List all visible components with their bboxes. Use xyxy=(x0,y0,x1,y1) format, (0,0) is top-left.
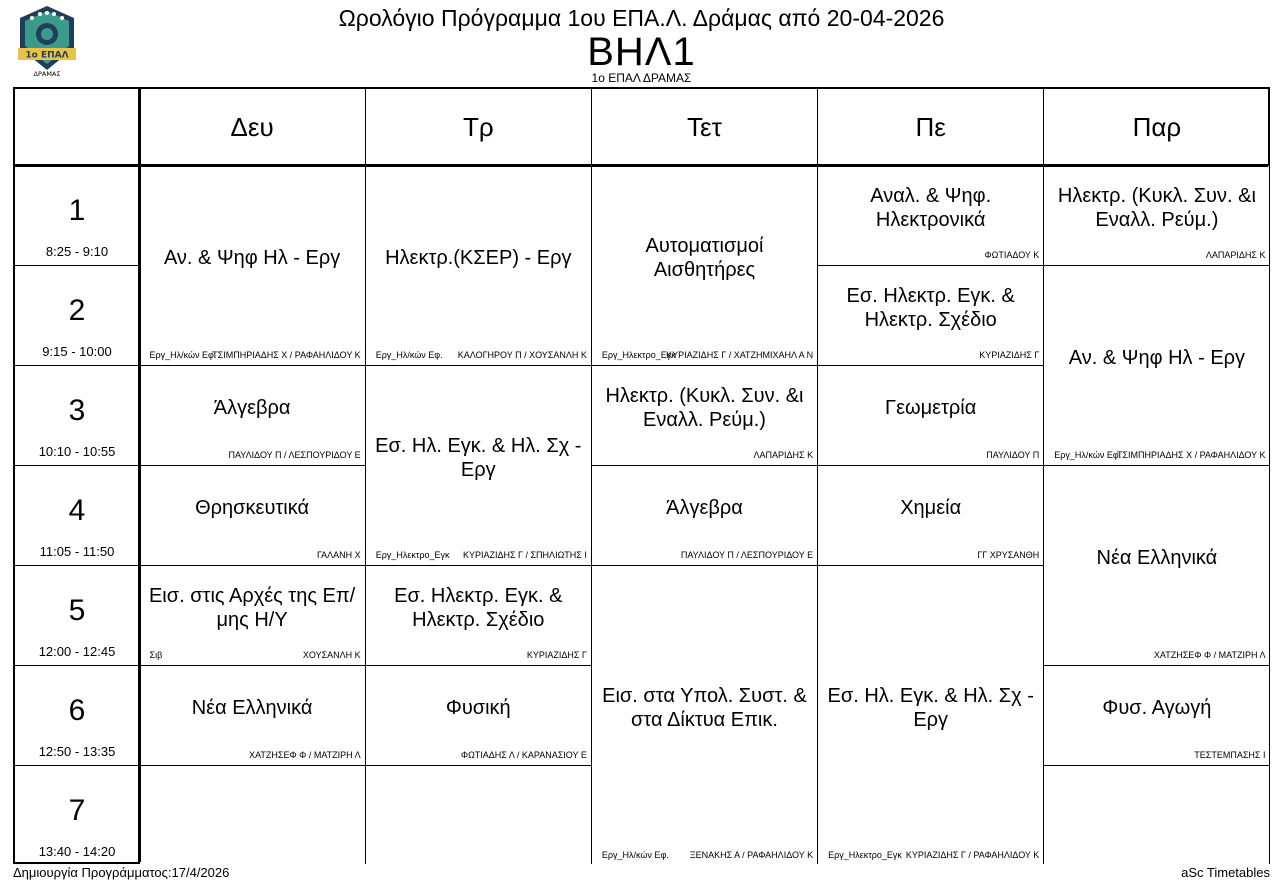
lesson-cell[interactable] xyxy=(140,166,365,365)
lesson-teacher: ΧΟΥΣΑΝΛΗ Κ xyxy=(302,649,361,660)
lesson-cell[interactable] xyxy=(818,366,1043,465)
lesson-subject: Άλγεβρα xyxy=(213,397,291,419)
period-number: 1 xyxy=(68,194,86,227)
lesson-teacher: ΚΥΡΙΑΖΙΔΗΣ Γ / ΣΠΗΛΙΩΤΗΣ Ι xyxy=(462,549,587,560)
lesson-cell[interactable] xyxy=(818,566,1043,865)
period-label xyxy=(15,365,139,465)
class-name: ΒΗΛ1 xyxy=(587,30,696,74)
software-credit: aSc Timetables xyxy=(1181,865,1270,880)
lesson-teacher: ΤΕΣΤΕΜΠΑΣΗΣ Ι xyxy=(1194,749,1266,760)
lesson-subject: Εισ. στις Αρχές της Επ/μης Η/Υ xyxy=(148,585,356,631)
svg-text:ΔΡΑΜΑΣ: ΔΡΑΜΑΣ xyxy=(33,70,61,78)
lesson-cell[interactable] xyxy=(140,466,365,565)
lesson-teacher: ΚΥΡΙΑΖΙΔΗΣ Γ / ΡΑΦΑΗΛΙΔΟΥ Κ xyxy=(905,849,1040,860)
lesson-subject: Εσ. Ηλ. Εγκ. & Ηλ. Σχ - Εργ xyxy=(827,685,1034,731)
day-header: Πε xyxy=(915,111,946,142)
lesson-cell[interactable] xyxy=(366,366,591,565)
period-label xyxy=(15,265,139,365)
lesson-subject: Θρησκευτικά xyxy=(195,497,310,519)
lesson-subject: Εισ. στα Υπολ. Συστ. & στα Δίκτυα Επικ. xyxy=(602,685,807,731)
lesson-cell[interactable] xyxy=(140,666,365,765)
lesson-cell[interactable] xyxy=(1044,466,1269,665)
lesson-subject: Φυσ. Αγωγή xyxy=(1102,697,1212,719)
lesson-cell[interactable] xyxy=(366,666,591,765)
lesson-subject: Ηλεκτρ. (Κυκλ. Συν. &ι Εναλλ. Ρεύμ.) xyxy=(1057,185,1256,231)
period-number: 3 xyxy=(68,394,86,427)
lesson-subject: Ηλεκτρ. (Κυκλ. Συν. &ι Εναλλ. Ρεύμ.) xyxy=(605,385,804,431)
lesson-teacher: ΚΥΡΙΑΖΙΔΗΣ Γ xyxy=(526,649,587,660)
day-header: Τρ xyxy=(462,111,494,142)
lesson-cell[interactable] xyxy=(818,466,1043,565)
lesson-teacher: ΠΑΥΛΙΔΟΥ Π / ΛΕΣΠΟΥΡΙΔΟΥ Ε xyxy=(228,449,361,460)
lesson-subject: Άλγεβρα xyxy=(666,497,743,519)
lesson-cell[interactable] xyxy=(1044,666,1269,765)
lesson-subject: Χημεία xyxy=(900,497,962,519)
schedule-title: Ωρολόγιο Πρόγραμμα 1ου ΕΠΑ.Λ. Δράμας από 20-04-2026 xyxy=(338,5,945,31)
lesson-subject: Αν. & Ψηφ Ηλ - Εργ xyxy=(1068,347,1246,369)
lesson-teacher: ΦΩΤΙΑΔΟΥ Κ xyxy=(984,249,1040,260)
lesson-cell[interactable] xyxy=(592,566,817,865)
lesson-teacher: ΦΩΤΙΑΔΗΣ Λ / ΚΑΡΑΝΑΣΙΟΥ Ε xyxy=(460,749,587,760)
lesson-cell[interactable] xyxy=(140,366,365,465)
svg-text:1ο ΕΠΑΛ: 1ο ΕΠΑΛ xyxy=(25,50,69,61)
lesson-teacher: ΓΓ ΧΡΥΣΑΝΘΗ xyxy=(977,549,1040,560)
lesson-subject: Ηλεκτρ.(ΚΣΕΡ) - Εργ xyxy=(385,247,572,269)
lesson-cell[interactable] xyxy=(366,766,591,865)
lesson-cell[interactable] xyxy=(1044,266,1269,465)
lesson-room: Εργ_Ηλ/κών Εφ. xyxy=(375,349,443,360)
lesson-cell[interactable] xyxy=(1044,166,1269,265)
period-label xyxy=(15,165,139,265)
lesson-cell[interactable] xyxy=(140,766,365,865)
period-number: 5 xyxy=(68,594,86,627)
lesson-room: Εργ_Ηλ/κών Εφ. xyxy=(601,849,669,860)
lesson-cell[interactable] xyxy=(366,566,591,665)
lesson-subject: Νέα Ελληνικά xyxy=(191,697,313,719)
lesson-teacher: ΓΑΛΑΝΗ Χ xyxy=(317,549,361,560)
period-time: 13:40 - 14:20 xyxy=(38,844,116,859)
day-header: Δευ xyxy=(230,111,274,142)
period-label xyxy=(15,565,139,665)
lesson-subject: Νέα Ελληνικά xyxy=(1096,547,1218,569)
period-label xyxy=(15,765,139,865)
period-number: 2 xyxy=(68,294,86,327)
period-number: 7 xyxy=(68,794,86,827)
timetable-grid xyxy=(13,87,1270,864)
lesson-room: Εργ_Ηλ/κών Εφ. xyxy=(1054,449,1122,460)
lesson-subject: Αν. & Ψηφ Ηλ - Εργ xyxy=(163,247,341,269)
period-time: 12:50 - 13:35 xyxy=(38,744,116,759)
school-name: 1ο ΕΠΑΛ ΔΡΑΜΑΣ xyxy=(591,71,692,85)
lesson-cell[interactable] xyxy=(140,566,365,665)
lesson-teacher: ΚΑΛΟΓΗΡΟΥ Π / ΧΟΥΣΑΝΛΗ Κ xyxy=(457,349,587,360)
lesson-teacher: ΧΑΤΖΗΣΕΦ Φ / ΜΑΤΖΙΡΗ Λ xyxy=(1153,649,1266,660)
lesson-room: Εργ_Ηλεκτρο_Εγκ xyxy=(375,549,450,560)
lesson-subject: Εσ. Ηλεκτρ. Εγκ. & Ηλεκτρ. Σχέδιο xyxy=(394,585,563,631)
lesson-subject: Φυσική xyxy=(445,697,511,719)
lesson-teacher: ΠΑΥΛΙΔΟΥ Π xyxy=(986,449,1040,460)
lesson-cell[interactable] xyxy=(1044,766,1269,865)
lesson-cell[interactable] xyxy=(818,166,1043,265)
lesson-room: Εργ_Ηλεκτρο_Εγκ xyxy=(828,849,902,860)
period-time: 11:05 - 11:50 xyxy=(39,544,115,559)
lesson-subject: Γεωμετρία xyxy=(885,397,977,419)
lesson-cell[interactable] xyxy=(592,466,817,565)
lesson-subject: Εσ. Ηλεκτρ. Εγκ. & Ηλεκτρ. Σχέδιο xyxy=(846,285,1015,331)
day-header: Τετ xyxy=(687,111,722,142)
period-number: 4 xyxy=(68,494,86,527)
lesson-teacher: ΞΕΝΑΚΗΣ Α / ΡΑΦΑΗΛΙΔΟΥ Κ xyxy=(689,849,814,860)
lesson-teacher: ΧΑΤΖΗΣΕΦ Φ / ΜΑΤΖΙΡΗ Λ xyxy=(249,749,361,760)
lesson-room: Εργ_Ηλεκτρο_Εγκ xyxy=(601,349,676,360)
lesson-subject: Αυτοματισμοί Αισθητήρες xyxy=(645,235,764,281)
lesson-room: Σιβ xyxy=(149,649,163,660)
period-number: 6 xyxy=(68,694,86,727)
day-header: Παρ xyxy=(1132,111,1182,142)
lesson-cell[interactable] xyxy=(592,366,817,465)
lesson-subject: Αναλ. & Ψηφ. Ηλεκτρονικά xyxy=(870,185,992,231)
header-divider xyxy=(15,164,1268,167)
period-time: 9:15 - 10:00 xyxy=(42,344,112,359)
lesson-teacher: ΠΑΥΛΙΔΟΥ Π / ΛΕΣΠΟΥΡΙΔΟΥ Ε xyxy=(680,549,814,560)
period-time: 12:00 - 12:45 xyxy=(38,644,116,659)
lesson-subject: Εσ. Ηλ. Εγκ. & Ηλ. Σχ - Εργ xyxy=(375,435,582,481)
created-date: Δημιουργία Προγράμματος:17/4/2026 xyxy=(13,865,230,880)
lesson-cell[interactable] xyxy=(818,266,1043,365)
period-time: 8:25 - 9:10 xyxy=(45,244,109,259)
lesson-teacher: ΛΑΠΑΡΙΔΗΣ Κ xyxy=(753,449,814,460)
lesson-teacher: ΚΥΡΙΑΖΙΔΗΣ Γ xyxy=(979,349,1040,360)
period-label xyxy=(15,465,139,565)
lesson-teacher: ΤΣΙΜΠΗΡΙΑΔΗΣ Χ / ΡΑΦΑΗΛΙΔΟΥ Κ xyxy=(1116,449,1266,460)
lesson-teacher: ΛΑΠΑΡΙΔΗΣ Κ xyxy=(1205,249,1266,260)
lesson-cell[interactable] xyxy=(366,166,591,365)
lesson-teacher: ΤΣΙΜΠΗΡΙΑΔΗΣ Χ / ΡΑΦΑΗΛΙΔΟΥ Κ xyxy=(212,349,361,360)
lesson-teacher: ΚΥΡΙΑΖΙΔΗΣ Γ / ΧΑΤΖΗΜΙΧΑΗΛ Α Ν xyxy=(666,349,814,360)
lesson-cell[interactable] xyxy=(592,166,817,365)
lesson-room: Εργ_Ηλ/κών Εφ. xyxy=(149,349,217,360)
period-column-divider xyxy=(138,89,141,862)
period-label xyxy=(15,665,139,765)
period-time: 10:10 - 10:55 xyxy=(38,444,116,459)
